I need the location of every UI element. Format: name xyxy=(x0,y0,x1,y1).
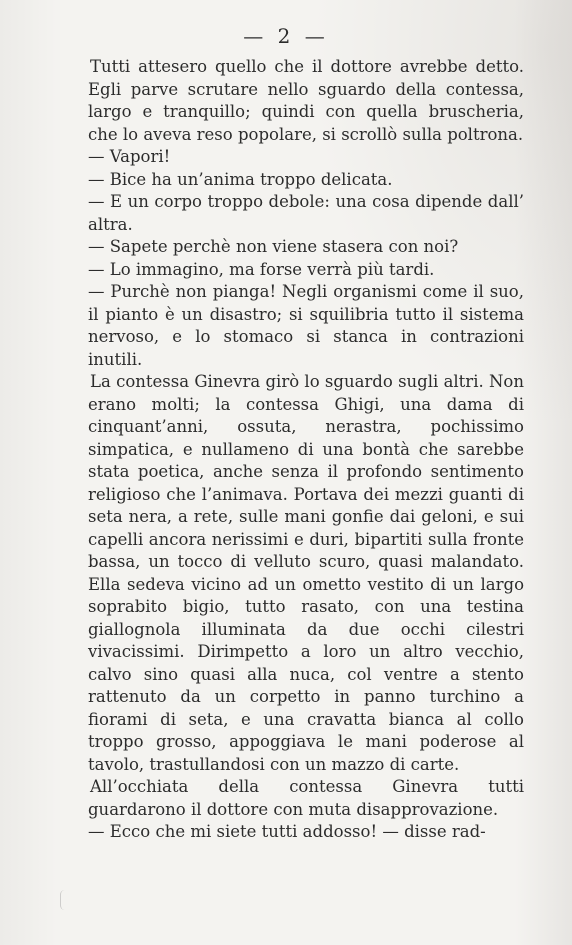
page-mark xyxy=(60,890,69,910)
paragraph: All’occhiata della contessa Ginevra tutti guardarono il dottore con muta disapprovazione. xyxy=(88,777,524,819)
page-number: — 2 — xyxy=(243,24,329,48)
paragraph: Tutti attesero quello che il dottore avrebbe detto. Egli parve scrutare nello sguardo della contessa, largo e tranquillo; quindi con quella bruscheria, che lo aveva reso popolare, si scrollò sulla poltrona. xyxy=(88,57,524,144)
dialogue-line: — Sapete perchè non viene stasera con noi? xyxy=(88,237,459,256)
dialogue-line: — Lo immagino, ma forse verrà più tardi. xyxy=(88,259,435,279)
dialogue-line: — Purchè non pianga! Negli organismi come il suo, il pianto è un disastro; si squilibria tutto il sistema nervoso, e lo stomaco si stanca in contrazioni inutili. xyxy=(88,282,524,369)
dialogue-line: — Vapori! xyxy=(88,147,171,166)
dialogue-line: — E un corpo troppo debole: una cosa dipende dall’ altra. xyxy=(88,192,524,234)
dialogue-line: — Ecco che mi siete tutti addosso! — disse rad- xyxy=(88,822,486,841)
dialogue-line: — Bice ha un’anima troppo delicata. xyxy=(88,169,393,189)
paragraph: La contessa Ginevra girò lo sguardo sugli altri. Non erano molti; la contessa Ghigi, una dama di cinquant’anni, ossuta, nerastra, pochissimo simpatica, e nullameno di una bontà che sarebbe stata poetica, anche senza il profondo sentimento religioso che l’animava. Portava dei mezzi guanti di seta nera, a rete, sulle mani gonfie dai geloni, e sui capelli ancora nerissimi e duri, bipartiti sulla fronte bassa, un tocco di velluto scuro, quasi malandato. Ella sedeva vicino ad un ometto vestito di un largo soprabito bigio, tutto rasato, con una testina giallognola illuminata da due occhi cilestri vivacissimi. Dirimpetto a loro un altro vecchio, calvo sino quasi alla nuca, col ventre a stento rattenuto da un corpetto in panno turchino a fiorami di seta, e una cravatta bianca al collo troppo grosso, appoggiava le mani poderose al tavolo, trastullandosi con un mazzo di carte. xyxy=(88,372,524,774)
page-body xyxy=(88,56,524,844)
